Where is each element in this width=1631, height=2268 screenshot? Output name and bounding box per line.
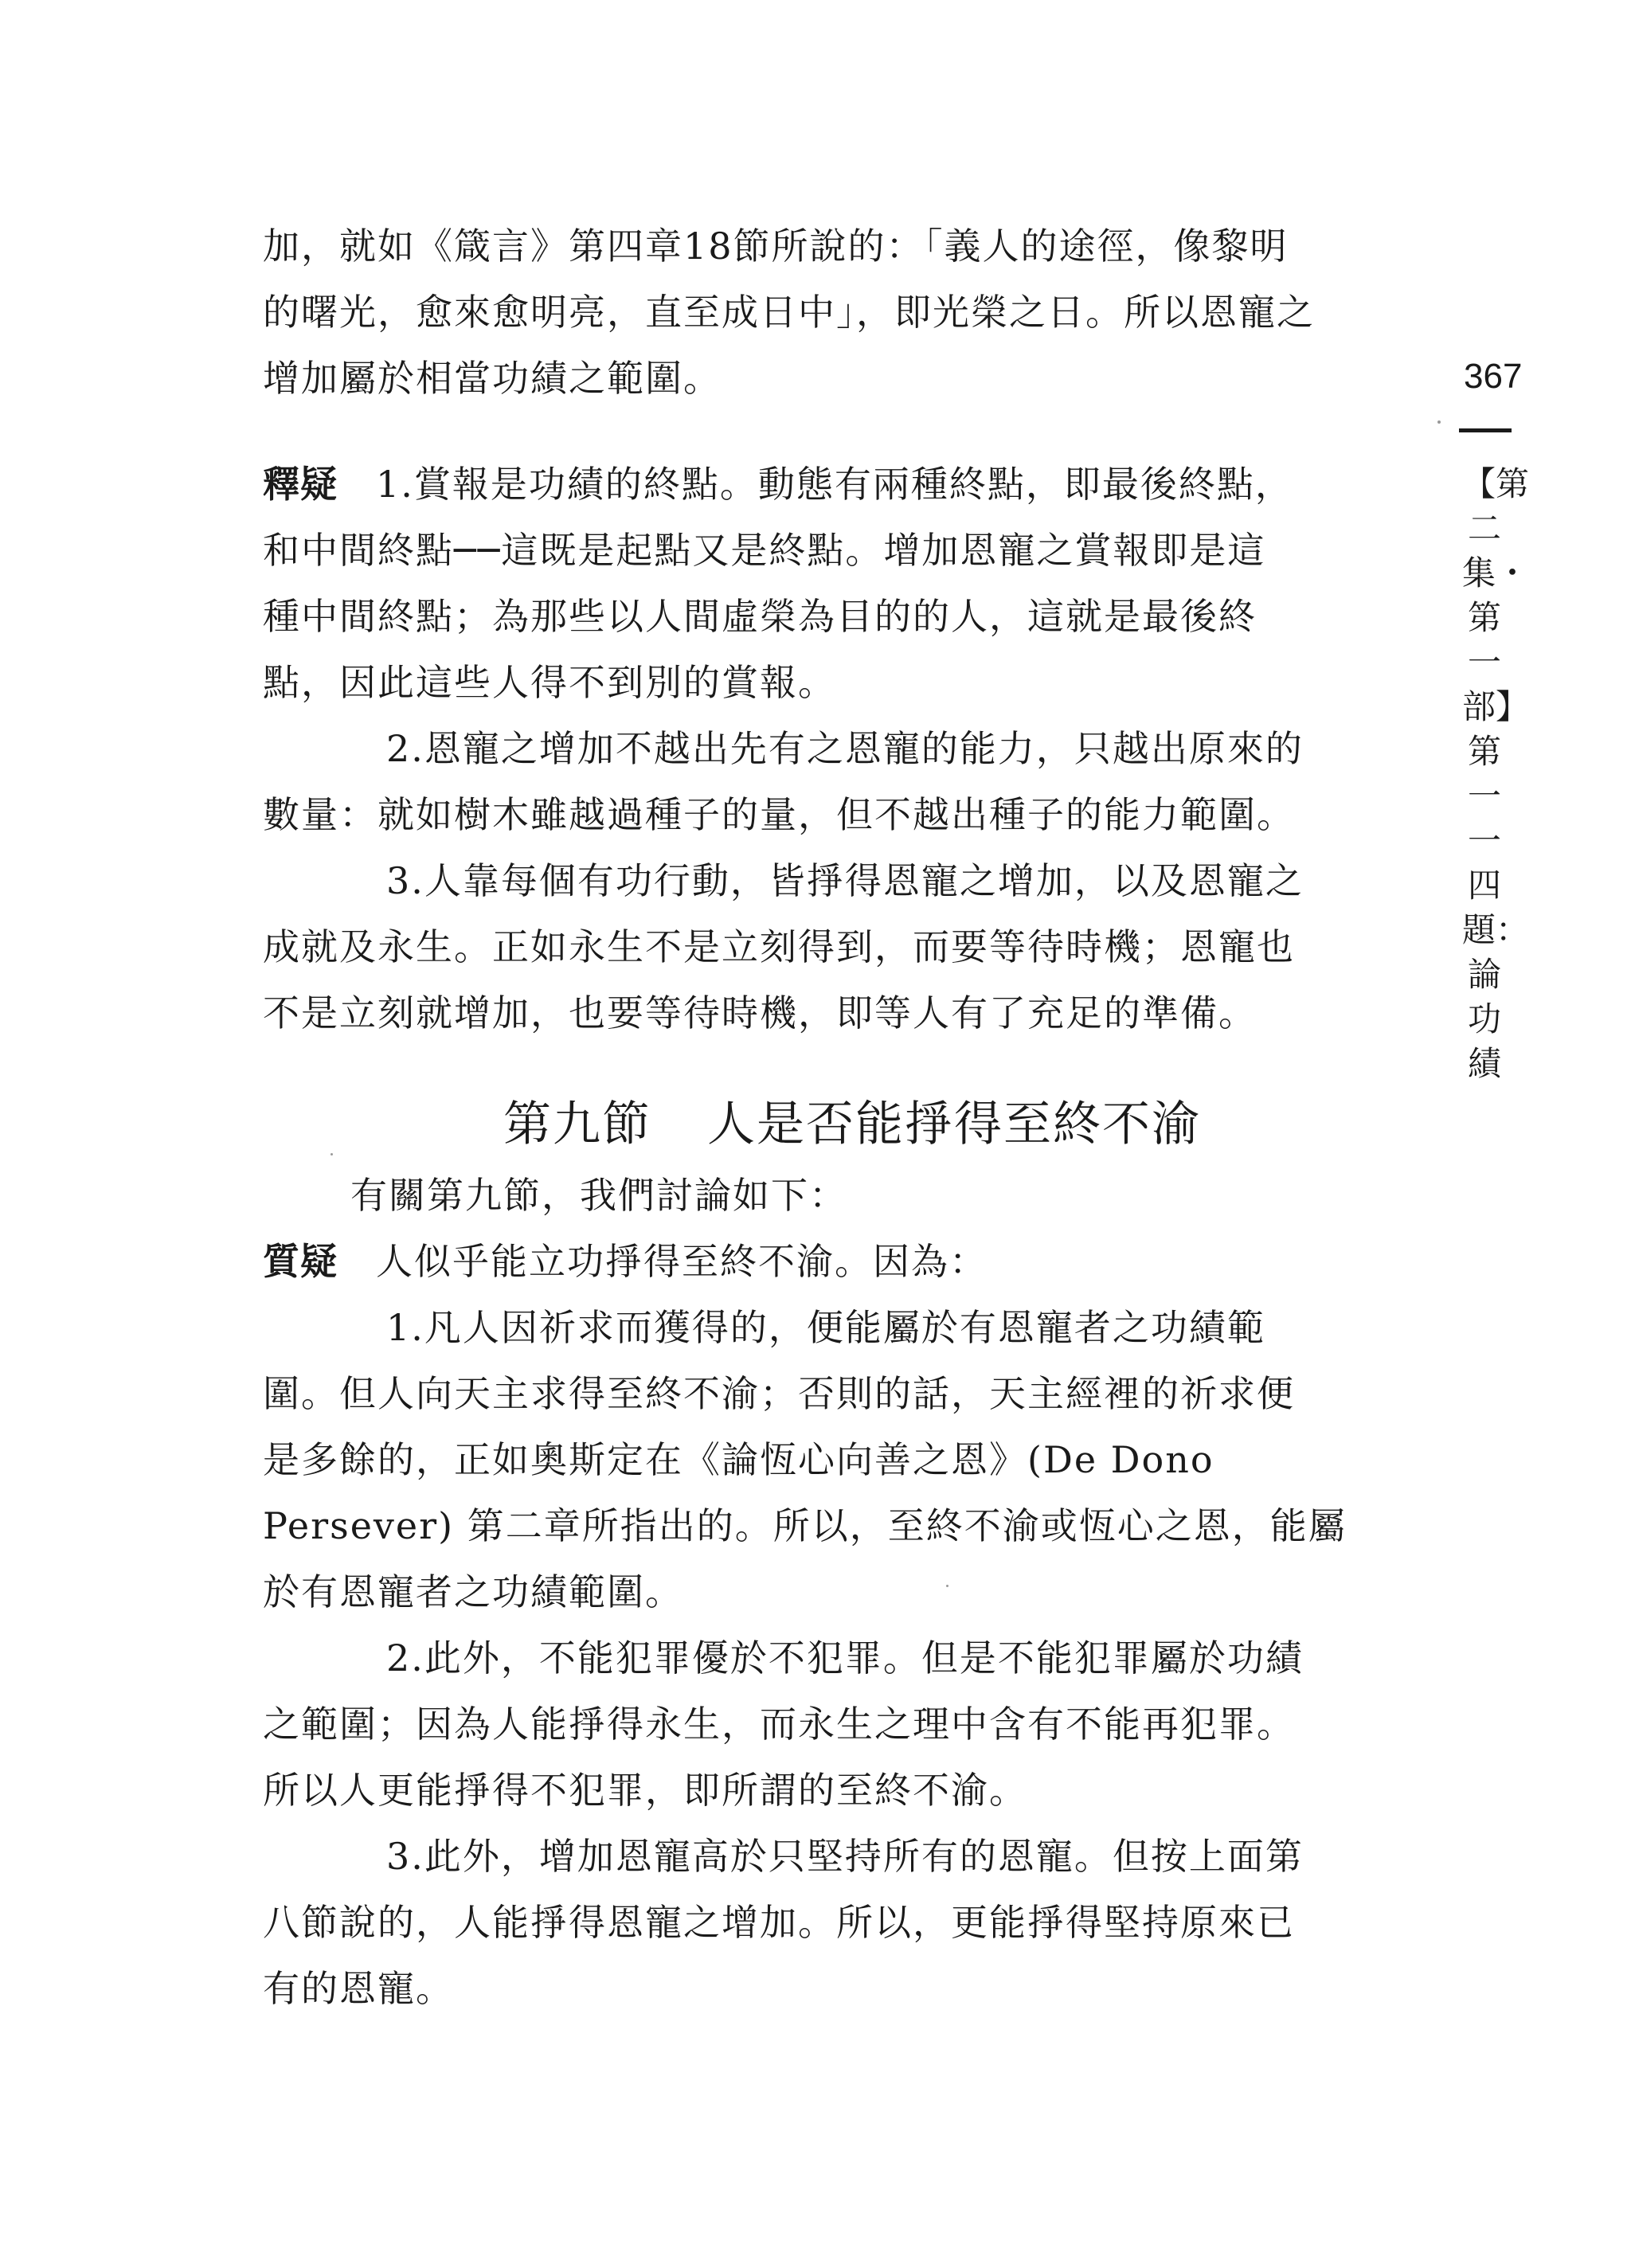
text-line: 和中間終點──這既是起點又是終點。增加恩寵之賞報即是這: [263, 529, 1266, 572]
section-number: 第九節: [503, 1097, 651, 1152]
scan-speck: [331, 1153, 333, 1156]
scan-speck: [1437, 420, 1441, 424]
text-line: 八節說的，人能掙得恩寵之增加。所以，更能掙得堅持原來已: [263, 1901, 1295, 1944]
text-line: 種中間終點；為那些以人間虛榮為目的的人，這就是最後終: [263, 595, 1257, 638]
section-title: 人是否能掙得至終不渝: [707, 1097, 1201, 1152]
text-line: 之範圍；因為人能掙得永生，而永生之理中含有不能再犯罪。: [263, 1703, 1295, 1746]
text-line: [263, 452, 1410, 518]
text-line: 的曙光，愈來愈明亮，直至成日中」，即光榮之日。所以恩寵之: [263, 291, 1315, 334]
body-text: [263, 213, 1410, 2022]
objection-label: 質疑: [263, 1240, 338, 1283]
reply-label: 釋疑: [263, 463, 338, 506]
page-number: 367: [1464, 357, 1523, 396]
text-line: 不是立刻就增加，也要等待時機，即等人有了充足的準備。: [263, 991, 1257, 1034]
text-line: 3.人靠每個有功行動，皆掙得恩寵之增加，以及恩寵之: [386, 859, 1304, 902]
section-intro: 有關第九節，我們討論如下：: [350, 1174, 847, 1217]
text-line: 加，就如《箴言》第四章18節所說的：「義人的途徑，像黎明: [263, 225, 1289, 268]
objection-block: [263, 1229, 1410, 2022]
text-line: 2.恩寵之增加不越出先有之恩寵的能力，只越出原來的: [386, 727, 1304, 770]
text-line: [263, 1229, 1410, 1295]
text-line: Persever) 第二章所指出的。所以，至終不渝或恆心之恩，能屬: [263, 1504, 1347, 1547]
text-run: 人似乎能立功掙得至終不渝。因為：: [376, 1240, 988, 1283]
continuation-paragraph: [263, 213, 1410, 412]
text-line: 是多餘的，正如奧斯定在《論恆心向善之恩》(De Dono: [263, 1438, 1214, 1481]
header-rule: [1459, 428, 1512, 432]
text-line: 3.此外，增加恩寵高於只堅持所有的恩寵。但按上面第: [386, 1835, 1304, 1878]
spacer: [263, 412, 1410, 452]
running-header: 【第二集・第一部】第一一四題：論功績: [1462, 464, 1530, 1083]
text-line: 增加屬於相當功績之範圍。: [263, 357, 722, 400]
text-line: 所以人更能掙得不犯罪，即所謂的至終不渝。: [263, 1769, 1027, 1812]
text-line: 1.凡人因祈求而獲得的，便能屬於有恩寵者之功績範: [386, 1306, 1265, 1349]
text-line: 數量：就如樹木雖越過種子的量，但不越出種子的能力範圍。: [263, 793, 1295, 836]
text-line: 2.此外，不能犯罪優於不犯罪。但是不能犯罪屬於功績: [386, 1636, 1304, 1679]
text-line: 成就及永生。正如永生不是立刻得到，而要等待時機；恩寵也: [263, 925, 1295, 968]
reply-block: [263, 452, 1410, 1046]
text-line: 有的恩寵。: [263, 1967, 454, 2010]
text-run: 1.賞報是功績的終點。動態有兩種終點，即最後終點，: [376, 463, 1293, 506]
scan-speck: [946, 1585, 948, 1587]
text-line: 於有恩寵者之功績範圍。: [263, 1570, 683, 1613]
text-line: 點，因此這些人得不到別的賞報。: [263, 661, 836, 704]
section-heading: [263, 1086, 1410, 1163]
spacer: [263, 1046, 1410, 1086]
text-line: 圍。但人向天主求得至終不渝；否則的話，天主經裡的祈求便: [263, 1372, 1295, 1415]
